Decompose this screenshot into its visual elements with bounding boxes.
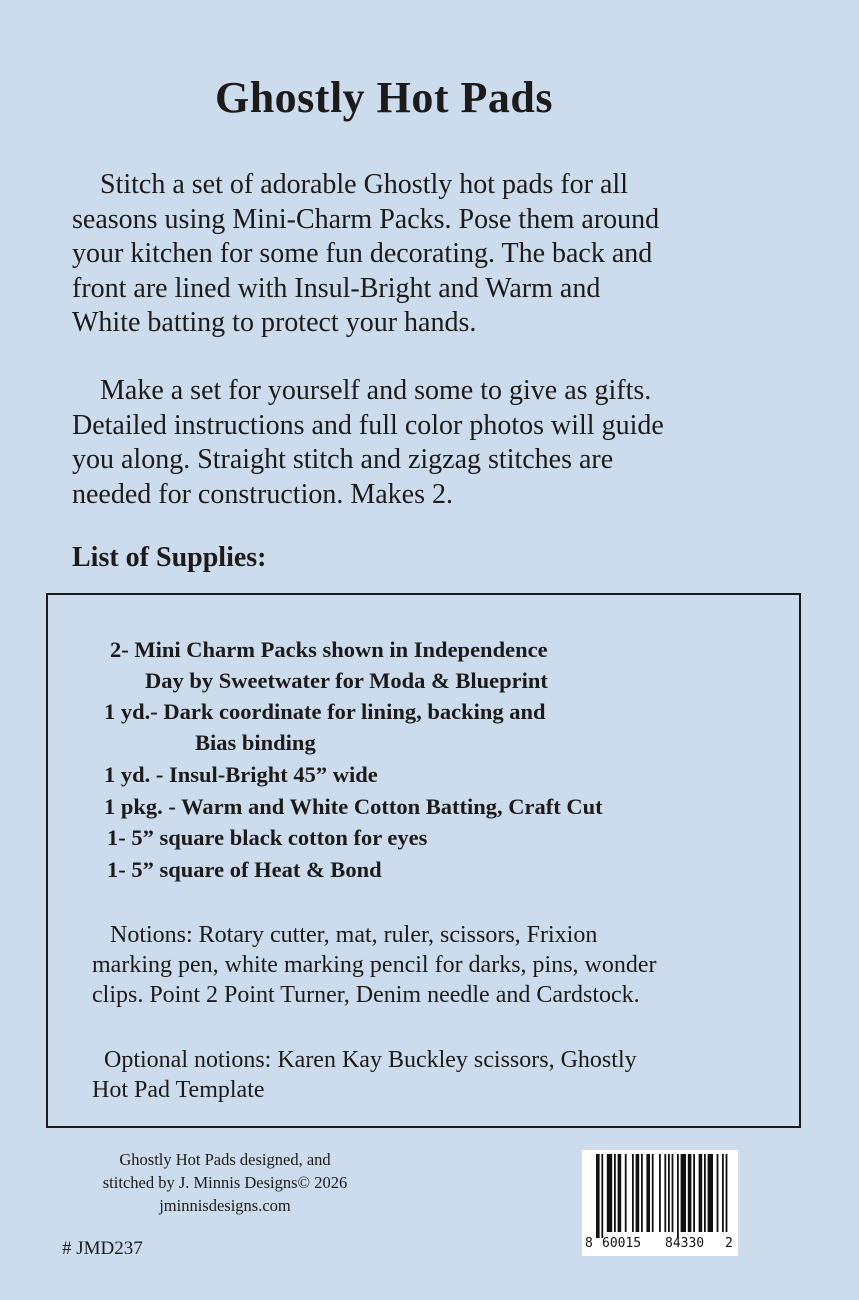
intro-line: White batting to protect your hands.: [72, 307, 477, 338]
barcode-right-digits: 84330: [665, 1236, 705, 1251]
second-line: Make a set for yourself and some to give as gifts.: [100, 375, 652, 406]
barcode-bar: [668, 1154, 670, 1232]
barcode-bar: [652, 1154, 654, 1232]
barcode-check-digit: 2: [725, 1236, 733, 1251]
barcode-bar: [636, 1154, 640, 1232]
second-line: you along. Straight stitch and zigzag stitches are: [72, 444, 614, 475]
barcode-bar: [625, 1154, 627, 1232]
barcode-bar: [677, 1154, 679, 1238]
barcode-bar: [688, 1154, 692, 1232]
barcode-bar: [693, 1154, 695, 1232]
supply-item: Bias binding: [195, 730, 316, 755]
second-paragraph: [72, 374, 812, 512]
barcode-bar: [618, 1154, 622, 1232]
barcode: [582, 1150, 738, 1256]
intro-line: seasons using Mini-Charm Packs. Pose them around: [72, 203, 660, 235]
second-line: needed for construction. Makes 2.: [72, 478, 453, 510]
optional-line: Optional notions: Karen Kay Buckley scissors, Ghostly: [104, 1047, 637, 1073]
optional-notions-text: [92, 1045, 637, 1105]
barcode-lead-digit: 8: [585, 1236, 593, 1251]
optional-line: Hot Pad Template: [92, 1077, 265, 1103]
supply-item: 1 yd.- Dark coordinate for lining, backing and: [104, 699, 546, 724]
barcode-bar: [596, 1154, 600, 1238]
intro-line: Stitch a set of adorable Ghostly hot pads for all: [100, 169, 628, 200]
barcode-bar: [632, 1154, 634, 1232]
barcode-bar: [699, 1154, 703, 1232]
intro-paragraph: [72, 168, 812, 341]
intro-line: your kitchen for some fun decorating. The back and: [72, 238, 653, 269]
barcode-bar: [704, 1154, 706, 1232]
barcode-bar: [672, 1154, 674, 1232]
barcode-bar: [722, 1154, 724, 1232]
barcode-bar: [664, 1154, 666, 1232]
credit-line: stitched by J. Minnis Designs© 2026: [102, 1173, 348, 1192]
barcode-bar: [607, 1154, 612, 1232]
website-text: jminnisdesigns.com: [159, 1196, 291, 1215]
supplies-heading: List of Supplies:: [72, 542, 267, 573]
barcode-bar: [614, 1154, 616, 1232]
barcode-bar: [601, 1154, 603, 1238]
supply-item: 1- 5” square black cotton for eyes: [107, 825, 428, 850]
notions-line: Notions: Rotary cutter, mat, ruler, scissors, Frixion: [110, 922, 598, 948]
notions-line: clips. Point 2 Point Turner, Denim needle and Cardstock.: [92, 982, 640, 1008]
supply-item: 1 yd. - Insul-Bright 45” wide: [104, 762, 378, 787]
barcode-bar: [659, 1154, 661, 1232]
barcode-bar: [646, 1154, 650, 1232]
barcode-bar: [726, 1154, 728, 1232]
supply-item: 1 pkg. - Warm and White Cotton Batting, Craft Cut: [104, 794, 603, 819]
second-line: Detailed instructions and full color photos will guide: [72, 409, 664, 441]
intro-line: front are lined with Insul-Bright and Warm and: [72, 272, 601, 304]
barcode-bar: [681, 1154, 686, 1232]
barcode-bar: [708, 1154, 713, 1232]
page-title: Ghostly Hot Pads: [214, 73, 554, 122]
supply-item: 1- 5” square of Heat & Bond: [107, 857, 382, 882]
supply-item: 2- Mini Charm Packs shown in Independence: [110, 637, 548, 662]
barcode-bar: [717, 1154, 719, 1232]
notions-text: [92, 920, 657, 1010]
barcode-bars: [582, 1150, 738, 1238]
credit-line: Ghostly Hot Pads designed, and: [119, 1150, 331, 1169]
pattern-number: # JMD237: [62, 1238, 143, 1259]
barcode-left-digits: 60015: [602, 1236, 642, 1251]
barcode-bar: [641, 1154, 643, 1232]
supply-item: Day by Sweetwater for Moda & Blueprint: [145, 668, 548, 693]
notions-line: marking pen, white marking pencil for darks, pins, wonder: [92, 952, 657, 978]
designer-credit: [60, 1148, 390, 1217]
